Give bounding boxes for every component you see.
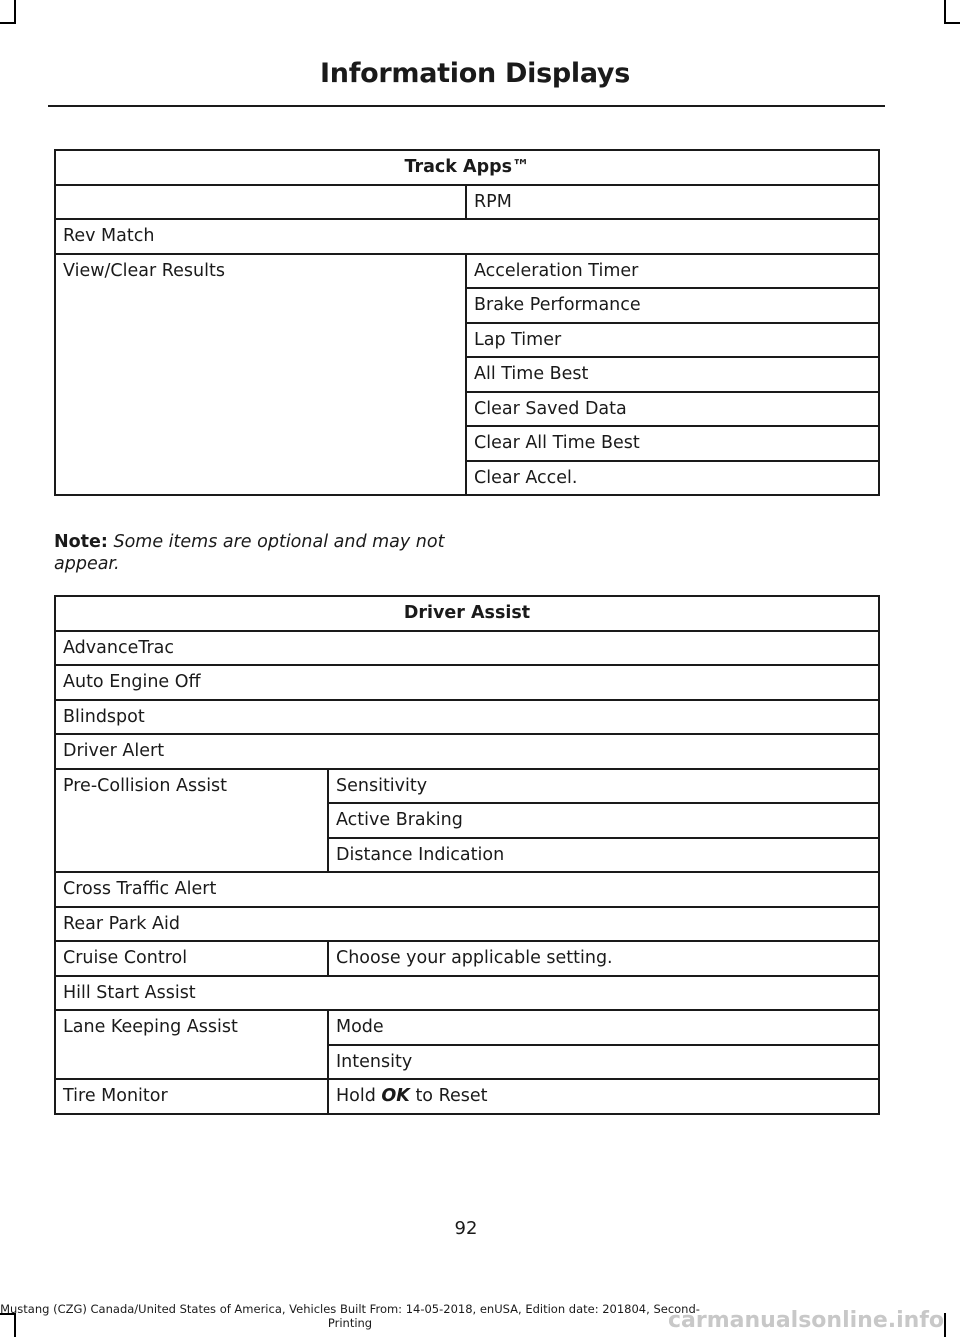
- sub-item: All Time Best: [466, 357, 879, 392]
- sub-item: Lap Timer: [466, 323, 879, 358]
- track-apps-table: [54, 149, 880, 496]
- rpm-cell: RPM: [466, 185, 879, 220]
- crop-mark-top-right: [944, 22, 960, 24]
- sub-item: Clear Accel.: [466, 461, 879, 496]
- rev-match-cell: Rev Match: [55, 219, 879, 254]
- row-label: AdvanceTrac: [55, 631, 879, 666]
- crop-mark-top-left: [14, 0, 16, 22]
- cruise-cell: Cruise Control: [55, 941, 328, 976]
- sub-item: Mode: [328, 1010, 879, 1045]
- row-label: Hill Start Assist: [55, 976, 879, 1011]
- driver-assist-table: [54, 595, 880, 1115]
- ok-label: OK: [381, 1086, 410, 1106]
- crop-mark-top-right: [944, 0, 946, 22]
- driver-assist-title: Driver Assist: [55, 596, 879, 631]
- view-clear-cell: View/Clear Results: [55, 254, 466, 289]
- sub-item: Active Braking: [328, 803, 879, 838]
- pre-collision-cell: Pre-Collision Assist: [55, 769, 328, 804]
- sub-item: Intensity: [328, 1045, 879, 1080]
- crop-mark-bottom-right: [944, 1313, 946, 1337]
- row-label: Auto Engine Off: [55, 665, 879, 700]
- page-title: Information Displays: [320, 58, 630, 89]
- tire-reset-text: to Reset: [415, 1086, 488, 1106]
- note-label: Note:: [54, 532, 108, 552]
- tire-monitor-cell: Tire Monitor: [55, 1079, 328, 1114]
- sub-item: Sensitivity: [328, 769, 879, 804]
- sub-item: Acceleration Timer: [466, 254, 879, 289]
- note: [54, 531, 454, 575]
- note-text: Some items are optional and may not appear.: [54, 532, 445, 574]
- sub-item: Clear All Time Best: [466, 426, 879, 461]
- tire-hold-text: Hold: [336, 1086, 376, 1106]
- footer-text: Mustang (CZG) Canada/United States of America, Vehicles Built From: 14-05-2018, enUSA, Edition date: 201804, Second-Printing: [0, 1302, 700, 1330]
- row-label: Blindspot: [55, 700, 879, 735]
- crop-mark-top-left: [0, 22, 16, 24]
- sub-item: Distance Indication: [328, 838, 879, 873]
- row-label: Driver Alert: [55, 734, 879, 769]
- header-rule: [48, 105, 885, 107]
- track-apps-title: Track Apps™: [55, 150, 879, 185]
- page-number: 92: [454, 1218, 478, 1239]
- empty-cell: [55, 185, 466, 220]
- sub-item: Brake Performance: [466, 288, 879, 323]
- watermark: carmanualsonline.info: [668, 1308, 944, 1333]
- sub-item: Clear Saved Data: [466, 392, 879, 427]
- cruise-setting-cell: Choose your applicable setting.: [328, 941, 879, 976]
- row-label: Cross Traffic Alert: [55, 872, 879, 907]
- row-label: Rear Park Aid: [55, 907, 879, 942]
- tire-reset-cell: [328, 1079, 879, 1114]
- lane-keeping-cell: Lane Keeping Assist: [55, 1010, 328, 1045]
